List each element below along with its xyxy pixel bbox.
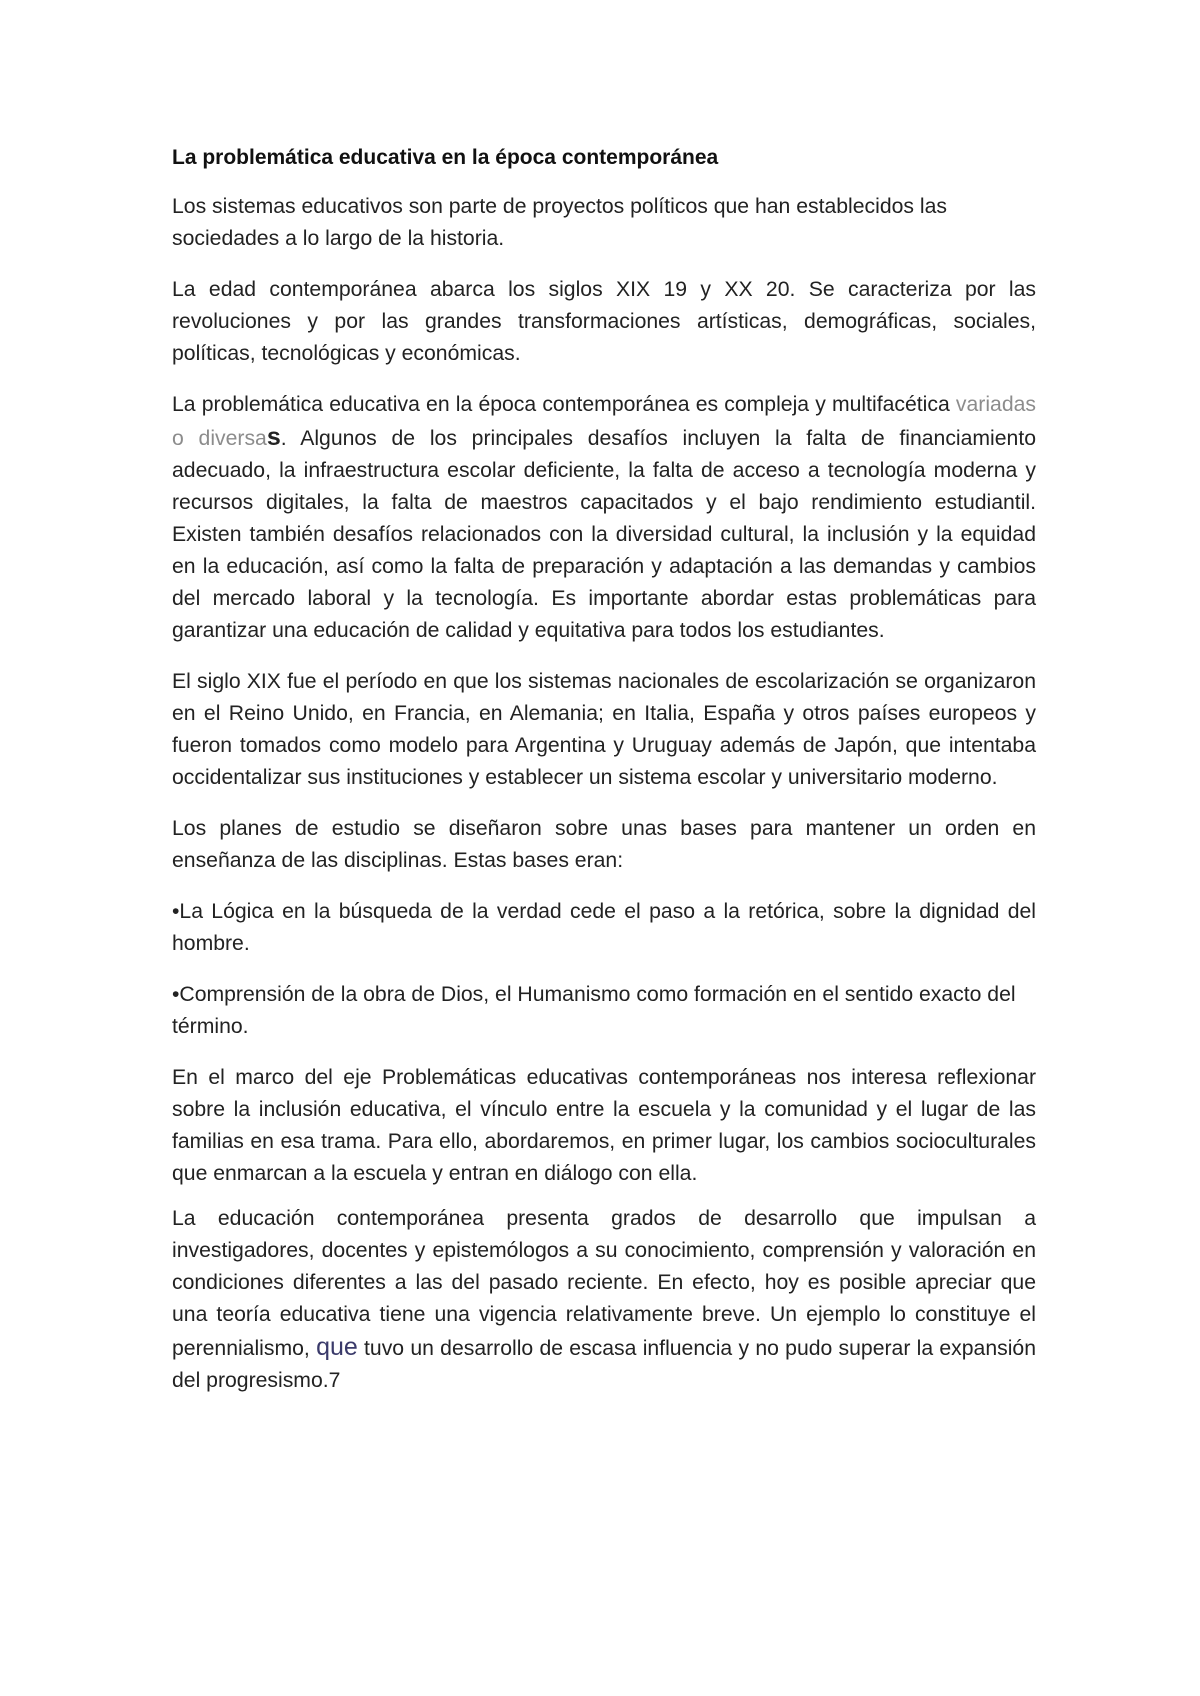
paragraph-3-gray-insert: variadas o diversa <box>172 393 1036 450</box>
paragraph-5: Los planes de estudio se diseñaron sobre unas bases para mantener un orden en enseñanza de las disciplinas. Estas bases eran: <box>172 817 1036 872</box>
paragraph-3-start: La problemática educativa en la época contemporánea es compleja y multifacética <box>172 393 956 416</box>
paragraph-7-que: que <box>316 1333 358 1361</box>
bullet-item-2: •Comprensión de la obra de Dios, el Humanismo como formación en el sentido exacto del término. <box>172 983 1016 1038</box>
document-title: La problemática educativa en la época contemporánea <box>172 146 719 169</box>
paragraph-7-end: tuvo un desarrollo de escasa influencia y no pudo superar la expansión del progresismo.7 <box>172 1337 1036 1392</box>
paragraph-3 <box>172 389 1036 647</box>
paragraph-4: El siglo XIX fue el período en que los sistemas nacionales de escolarización se organizaron en el Reino Unido, en Francia, en Alemania; en Italia, España y otros países europeos y fueron tomados como modelo para Argentina y Uruguay además de Japón, que intentaba occidentalizar sus instituciones y establecer un sistema escolar y universitario moderno. <box>172 670 1036 789</box>
paragraph-1: Los sistemas educativos son parte de proyectos políticos que han establecidos las sociedades a lo largo de la historia. <box>172 195 947 250</box>
paragraph-3-big-s: s <box>266 423 281 451</box>
paragraph-2: La edad contemporánea abarca los siglos XIX 19 y XX 20. Se caracteriza por las revoluciones y por las grandes transformaciones artísticas, demográficas, sociales, políticas, tecnológicas y económicas. <box>172 278 1036 365</box>
paragraph-7 <box>172 1203 1036 1397</box>
bullet-item-1: •La Lógica en la búsqueda de la verdad cede el paso a la retórica, sobre la dignidad del hombre. <box>172 900 1036 955</box>
paragraph-7-start: La educación contemporánea presenta grados de desarrollo que impulsan a investigadores, docentes y epistemólogos a su conocimiento, comprensión y valoración en condiciones diferentes a las del pasado reciente. En efecto, hoy es posible apreciar que una teoría educativa tiene una vigencia relativamente breve. Un ejemplo lo constituye el perennialismo, <box>172 1207 1036 1360</box>
paragraph-6: En el marco del eje Problemáticas educativas contemporáneas nos interesa reflexionar sobre la inclusión educativa, el vínculo entre la escuela y la comunidad y el lugar de las familias en esa trama. Para ello, abordaremos, en primer lugar, los cambios socioculturales que enmarcan a la escuela y entran en diálogo con ella. <box>172 1066 1036 1185</box>
paragraph-3-rest: . Algunos de los principales desafíos incluyen la falta de financiamiento adecuado, la infraestructura escolar deficiente, la falta de acceso a tecnología moderna y recursos digitales, la falta de maestros capacitados y el bajo rendimiento estudiantil. Existen también desafíos relacionados con la diversidad cultural, la inclusión y la equidad en la educación, así como la falta de preparación y adaptación a las demandas y cambios del mercado laboral y la tecnología. Es importante abordar estas problemáticas para garantizar una educación de calidad y equitativa para todos los estudiantes. <box>172 427 1036 642</box>
